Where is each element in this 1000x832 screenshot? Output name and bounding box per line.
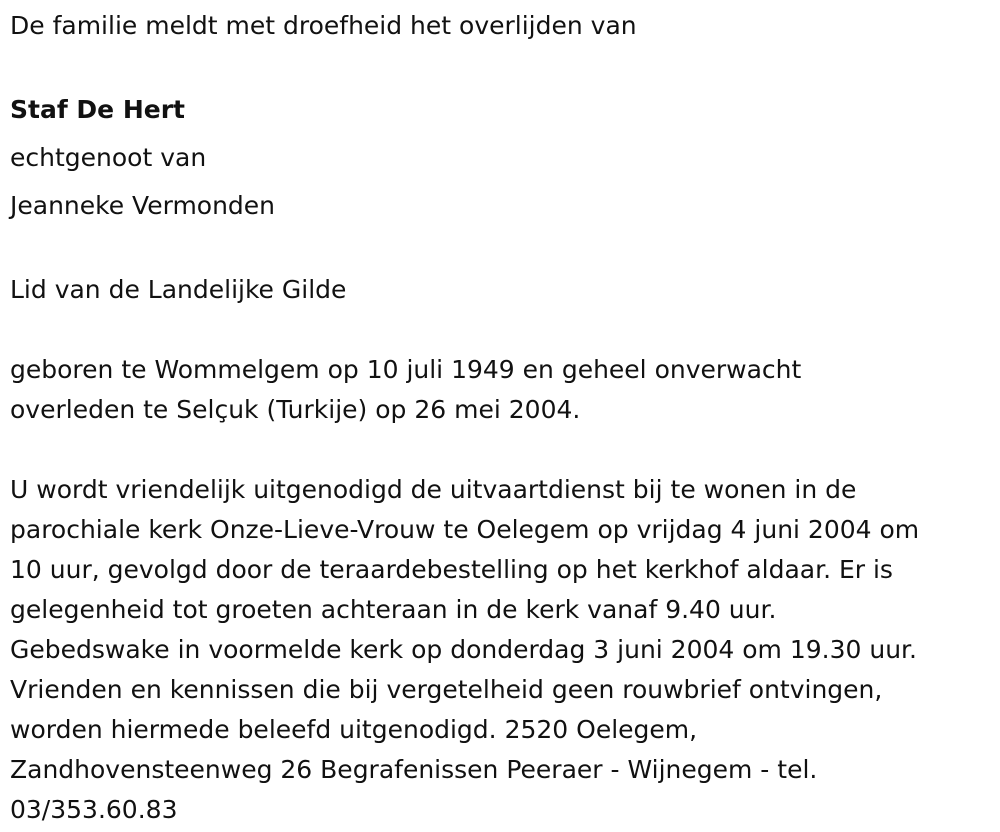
paragraph-line: 03/353.60.83 bbox=[10, 795, 178, 824]
paragraph-line: Zandhovensteenweg 26 Begrafenissen Peeraer - Wijnegem - tel. bbox=[10, 755, 818, 784]
paragraph-line: Gebedswake in voormelde kerk op donderdag 3 juni 2004 om 19.30 uur. bbox=[10, 635, 917, 664]
paragraph-line: Vrienden en kennissen die bij vergetelheid geen rouwbrief ontvingen, bbox=[10, 675, 883, 704]
paragraph-line: 10 uur, gevolgd door de teraardebestelling op het kerkhof aldaar. Er is bbox=[10, 555, 893, 584]
paragraph-line: worden hiermede beleefd uitgenodigd. 2520 Oelegem, bbox=[10, 715, 698, 744]
paragraph-line: U wordt vriendelijk uitgenodigd de uitvaartdienst bij te wonen in de bbox=[10, 475, 857, 504]
relation-text: echtgenoot van bbox=[10, 143, 207, 172]
paragraph-line: overleden te Selçuk (Turkije) op 26 mei 2004. bbox=[10, 395, 581, 424]
intro-text: De familie meldt met droefheid het overlijden van bbox=[10, 11, 637, 40]
membership-text: Lid van de Landelijke Gilde bbox=[10, 275, 347, 304]
death-announcement bbox=[10, 6, 995, 830]
paragraph-line: gelegenheid tot groeten achteraan in de kerk vanaf 9.40 uur. bbox=[10, 595, 777, 624]
deceased-name: Staf De Hert bbox=[10, 95, 185, 124]
spouse-name: Jeanneke Vermonden bbox=[10, 191, 276, 220]
service-paragraph bbox=[10, 470, 995, 830]
paragraph-line: geboren te Wommelgem op 10 juli 1949 en geheel onverwacht bbox=[10, 355, 802, 384]
paragraph-line: parochiale kerk Onze-Lieve-Vrouw te Oelegem op vrijdag 4 juni 2004 om bbox=[10, 515, 920, 544]
birth-death-paragraph bbox=[10, 350, 995, 430]
